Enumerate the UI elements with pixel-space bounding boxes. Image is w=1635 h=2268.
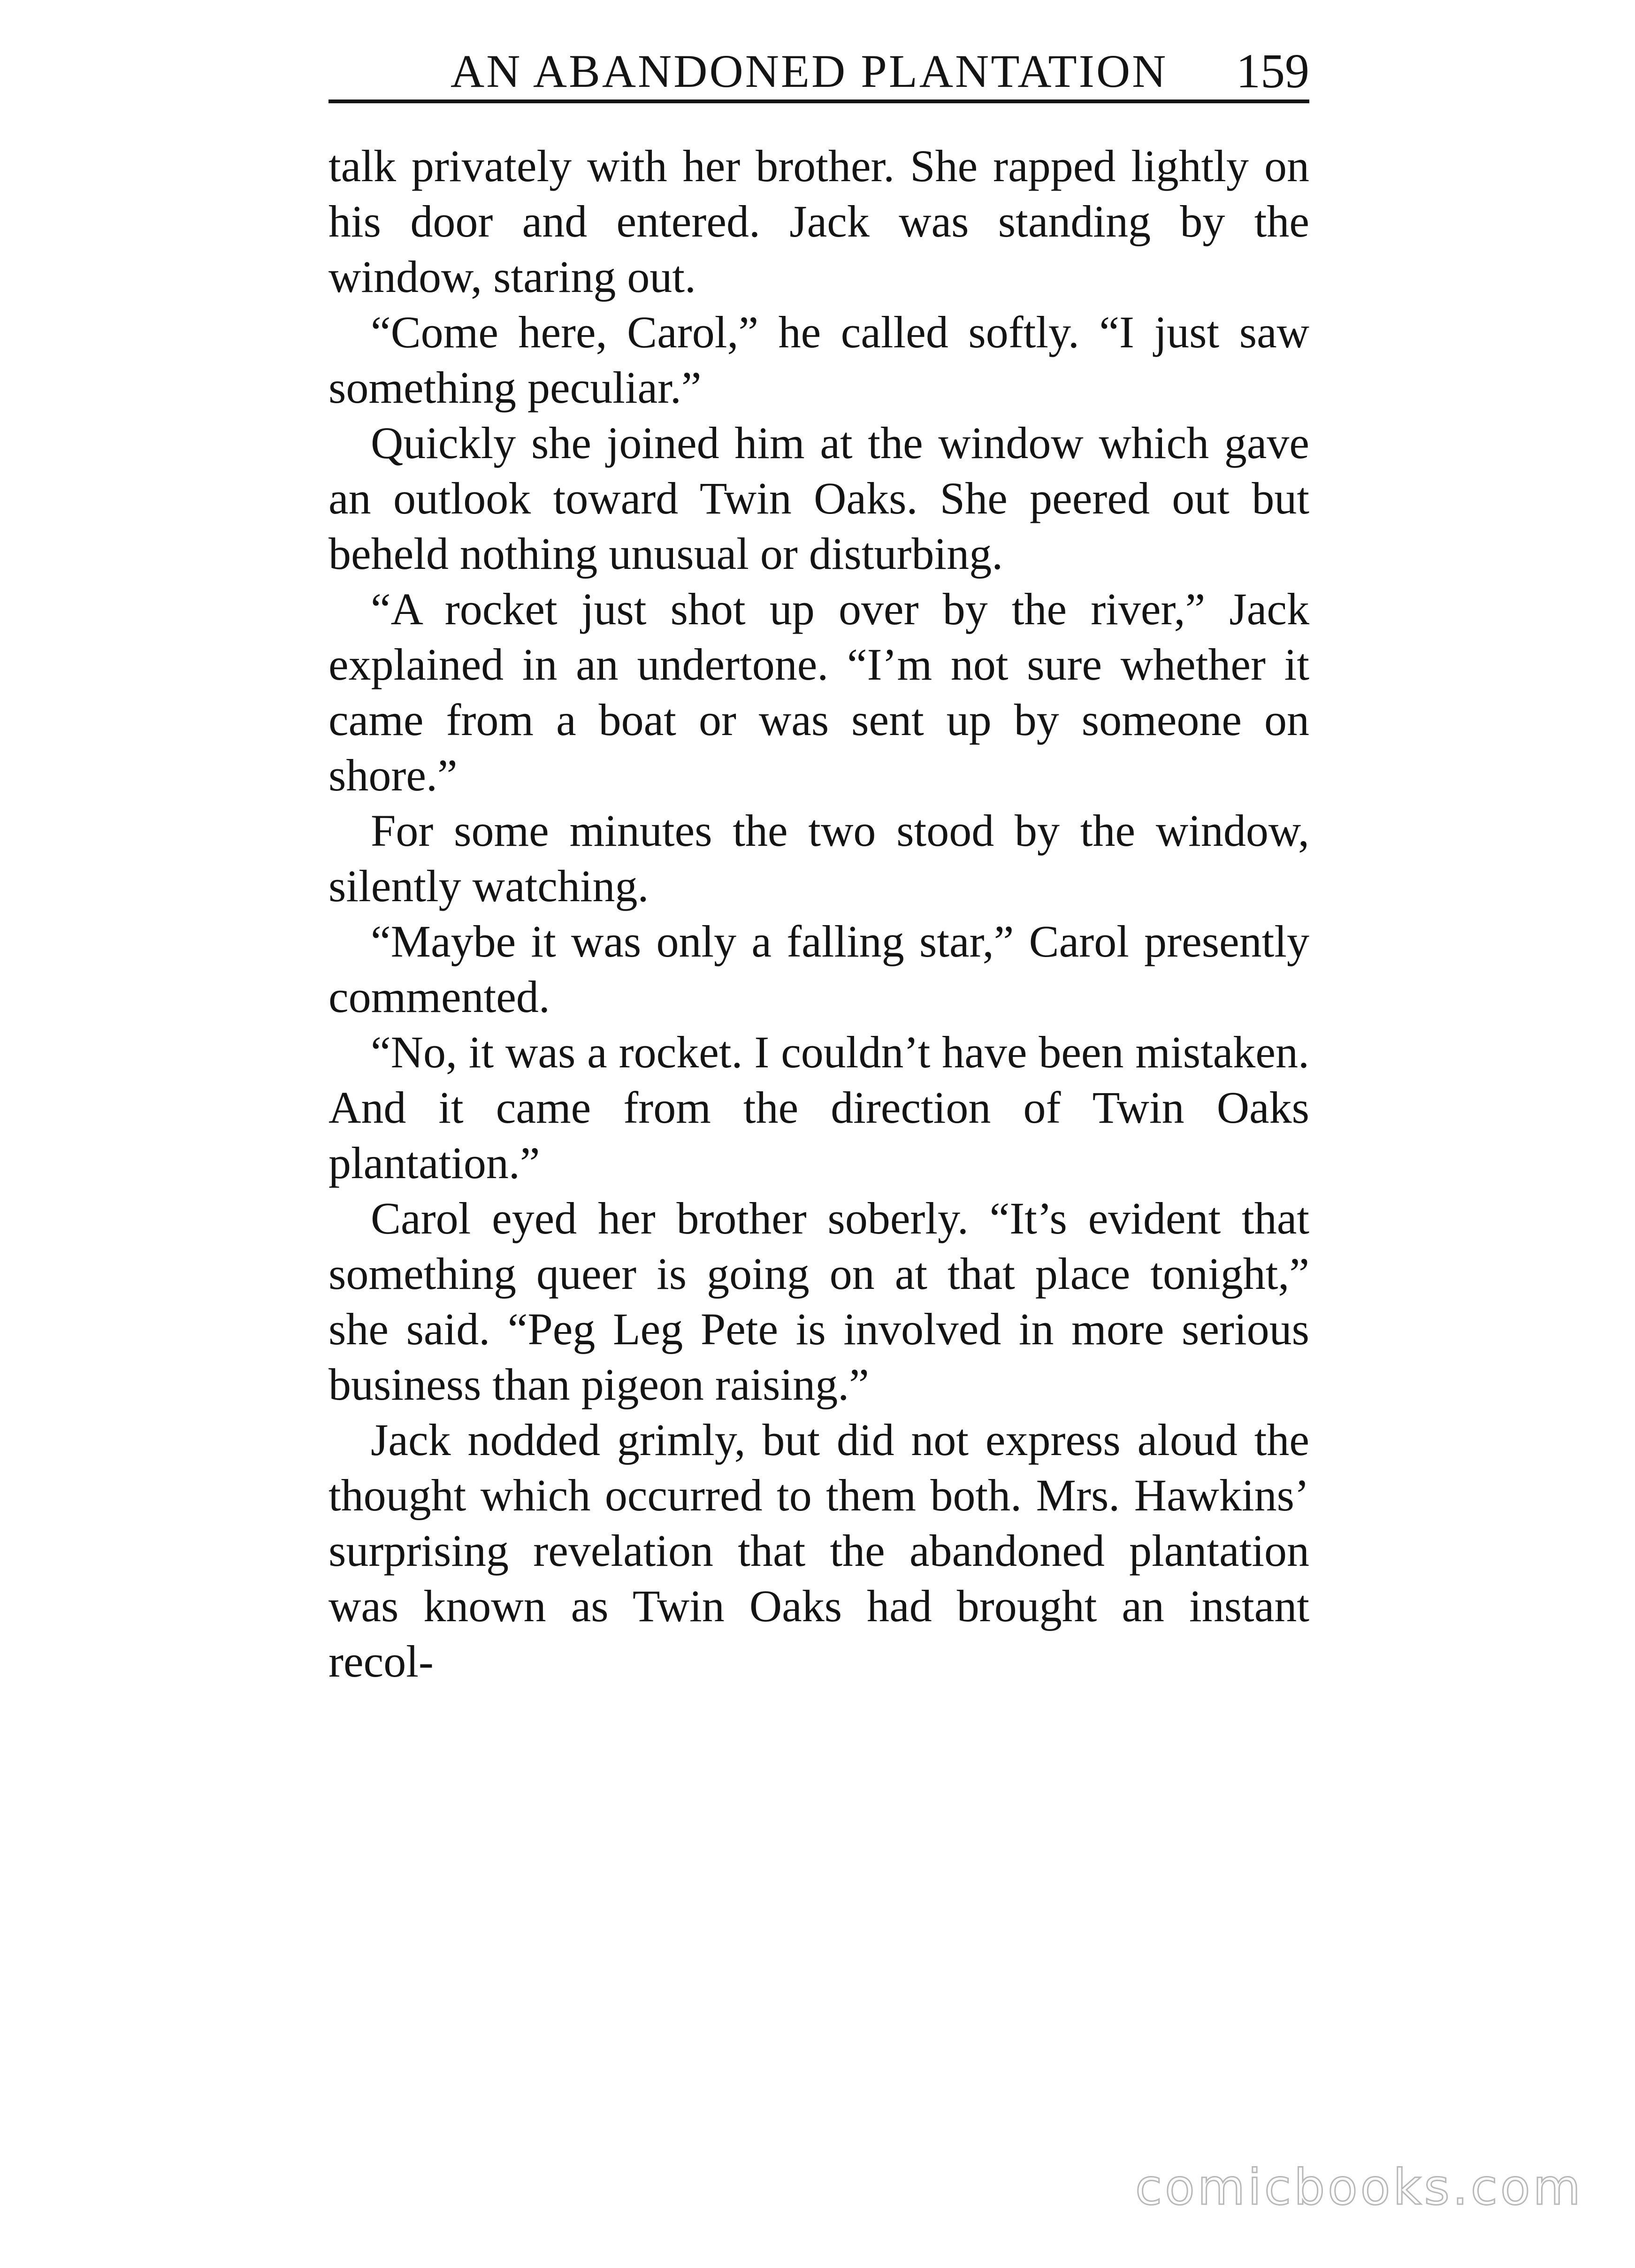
paragraph-6: “Maybe it was only a falling star,” Carol presently commented. (329, 916, 1309, 1022)
paragraph-5: For some minutes the two stood by the window, silently watching. (329, 805, 1309, 911)
paragraph-1: talk privately with her brother. She rapped lightly on his door and entered. Jack was standing by the window, staring out. (329, 141, 1309, 302)
paragraph-8: Carol eyed her brother soberly. “It’s evident that something queer is going on at that place tonight,” she said. “Peg Leg Pete is involved in more serious business than pigeon raising.” (329, 1193, 1309, 1410)
paragraph-2: “Come here, Carol,” he called softly. “I just saw something peculiar.” (329, 307, 1309, 413)
running-head (329, 43, 1309, 103)
running-title: AN ABANDONED PLANTATION (451, 45, 1168, 97)
paragraph-3: Quickly she joined him at the window which gave an outlook toward Twin Oaks. She peered out but beheld nothing unusual or disturbing. (329, 418, 1309, 579)
paragraph-4: “A rocket just shot up over by the river,” Jack explained in an undertone. “I’m not sure whether it came from a boat or was sent up by someone on shore.” (329, 584, 1309, 800)
paragraph-7: “No, it was a rocket. I couldn’t have been mistaken. And it came from the direction of Twin Oaks plantation.” (329, 1027, 1309, 1188)
watermark: comicbooks.com (1135, 2159, 1583, 2216)
body-text (329, 138, 1309, 1689)
paragraph-9: Jack nodded grimly, but did not express aloud the thought which occurred to them both. Mrs. Hawkins’ surprising revelation that the abandoned plantation was known as Twin Oaks had brought an instant recol- (329, 1415, 1309, 1686)
page-number: 159 (1236, 44, 1309, 98)
